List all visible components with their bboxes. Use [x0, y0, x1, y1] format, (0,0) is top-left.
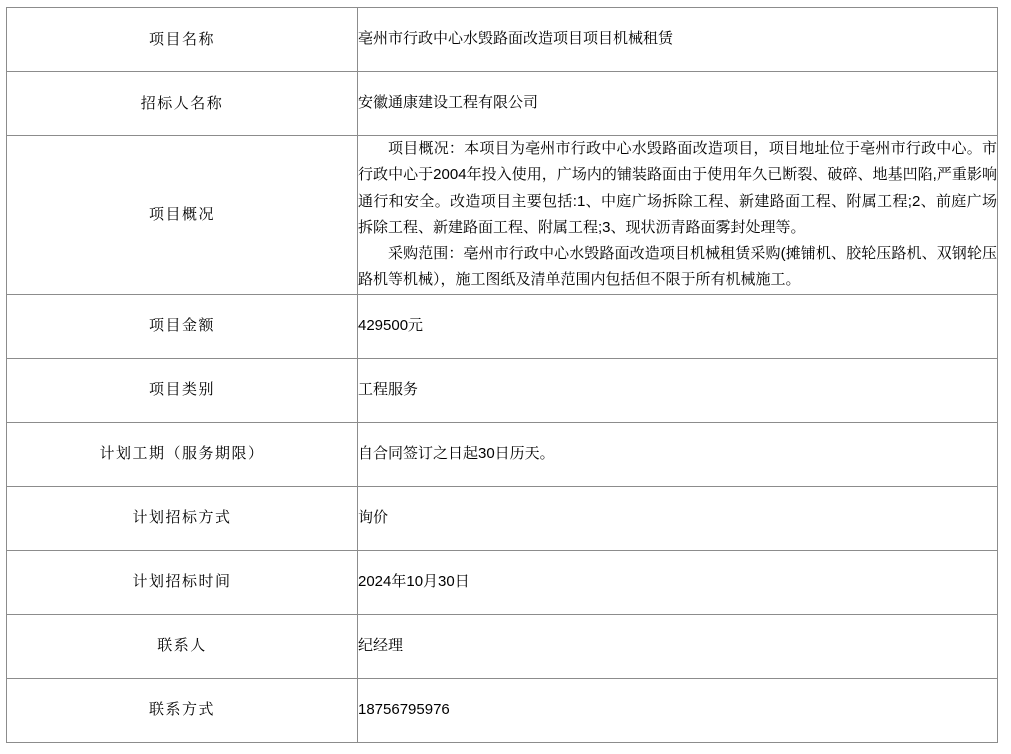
overview-paragraph-1: 项目概况：本项目为亳州市行政中心水毁路面改造项目，项目地址位于亳州市行政中心。市行政中心于2004年投入使用，广场内的铺装路面由于使用年久已断裂、破碎、地基凹陷,严重影响通行和安全。改造项目主要包括:1、中庭广场拆除工程、新建路面工程、附属工程;2、前庭广场拆除工程、新建路面工程、附属工程;3、现状沥青路面雾封处理等。	[358, 140, 997, 236]
row-value: 亳州市行政中心水毁路面改造项目项目机械租赁	[358, 8, 998, 72]
row-label: 计划招标方式	[7, 486, 358, 550]
table-row	[7, 550, 998, 614]
row-label: 计划招标时间	[7, 550, 358, 614]
row-value: 纪经理	[358, 614, 998, 678]
row-value: 询价	[358, 486, 998, 550]
row-value	[358, 136, 998, 295]
row-value: 自合同签订之日起30日历天。	[358, 422, 998, 486]
table-row	[7, 422, 998, 486]
row-label: 招标人名称	[7, 72, 358, 136]
row-value: 18756795976	[358, 678, 998, 742]
table-row	[7, 294, 998, 358]
row-label: 计划工期（服务期限）	[7, 422, 358, 486]
project-info-table	[6, 7, 998, 743]
table-body	[7, 8, 998, 743]
overview-paragraph-2: 采购范围：亳州市行政中心水毁路面改造项目机械租赁采购(摊铺机、胶轮压路机、双钢轮压路机等机械），施工图纸及清单范围内包括但不限于所有机械施工。	[358, 245, 997, 289]
row-value: 安徽通康建设工程有限公司	[358, 72, 998, 136]
row-value: 工程服务	[358, 358, 998, 422]
table-row	[7, 72, 998, 136]
row-label: 联系方式	[7, 678, 358, 742]
row-label: 项目概况	[7, 136, 358, 295]
table-row	[7, 8, 998, 72]
table-row	[7, 614, 998, 678]
row-value: 2024年10月30日	[358, 550, 998, 614]
table-row	[7, 486, 998, 550]
row-label: 项目名称	[7, 8, 358, 72]
table-row	[7, 678, 998, 742]
row-label: 项目类别	[7, 358, 358, 422]
row-label: 项目金额	[7, 294, 358, 358]
table-row	[7, 136, 998, 295]
row-value: 429500元	[358, 294, 998, 358]
row-label: 联系人	[7, 614, 358, 678]
table-row	[7, 358, 998, 422]
